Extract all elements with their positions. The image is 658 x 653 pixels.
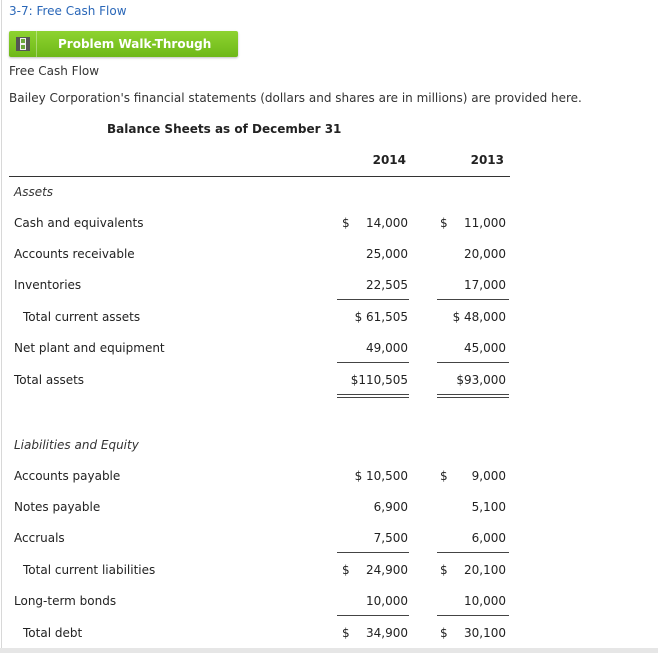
row-label: Accounts receivable xyxy=(14,247,135,261)
section-subtitle: Free Cash Flow xyxy=(9,64,100,78)
assets-section-heading: Assets xyxy=(14,185,54,199)
subtotal-rule xyxy=(337,299,409,300)
total-double-rule xyxy=(337,397,409,398)
subtotal-rule xyxy=(437,362,509,363)
column-header-2013: 2013 xyxy=(470,153,504,167)
balance-sheet-title: Balance Sheets as of December 31 xyxy=(107,122,342,136)
row-label: Net plant and equipment xyxy=(14,341,165,355)
subtotal-rule xyxy=(337,362,409,363)
row-label: Total current assets xyxy=(23,310,141,324)
subtotal-rule xyxy=(437,615,509,616)
bottom-shadow xyxy=(0,648,658,653)
table-row: Notes payable 6,900 5,100 xyxy=(14,500,506,514)
subtotal-rule xyxy=(337,552,409,553)
problem-walkthrough-button[interactable] xyxy=(9,31,238,57)
walkthrough-button-label: Problem Walk-Through xyxy=(58,37,212,51)
row-label: Long-term bonds xyxy=(14,594,117,608)
row-label: Total assets xyxy=(14,373,85,387)
total-double-rule xyxy=(437,397,509,398)
content-left-border xyxy=(1,0,2,653)
table-row: Net plant and equipment 49,000 45,000 xyxy=(14,341,506,355)
button-divider xyxy=(36,31,37,57)
table-row: Total current assets $ 61,505 $ 48,000 xyxy=(23,310,506,324)
row-label: Notes payable xyxy=(14,500,101,514)
row-label: Cash and equivalents xyxy=(14,216,144,230)
problem-title-link[interactable]: 3-7: Free Cash Flow xyxy=(9,4,127,18)
table-row: Total current liabilities $ 24,900 $ 20,100 xyxy=(23,563,506,577)
row-label: Accounts payable xyxy=(14,469,121,483)
table-row: Long-term bonds 10,000 10,000 xyxy=(14,594,506,608)
subtotal-rule xyxy=(437,552,509,553)
liabilities-section-heading: Liabilities and Equity xyxy=(14,438,139,452)
row-label: Total debt xyxy=(23,626,83,640)
table-row: Total assets $110,505 $93,000 xyxy=(14,373,506,387)
table-row: Accounts payable $ 10,500 $ 9,000 xyxy=(14,469,506,483)
problem-intro-text: Bailey Corporation's financial statements (dollars and shares are in millions) are provided here. xyxy=(9,91,582,105)
column-header-2014: 2014 xyxy=(372,153,406,167)
table-row: Accounts receivable 25,000 20,000 xyxy=(14,247,506,261)
row-label: Accruals xyxy=(14,531,65,545)
table-row: Accruals 7,500 6,000 xyxy=(14,531,506,545)
table-row: Inventories 22,505 17,000 xyxy=(14,278,506,292)
total-double-rule xyxy=(437,394,509,395)
film-icon xyxy=(16,37,30,51)
header-rule xyxy=(9,176,510,177)
subtotal-rule xyxy=(337,615,409,616)
subtotal-rule xyxy=(437,299,509,300)
total-double-rule xyxy=(337,394,409,395)
row-label: Total current liabilities xyxy=(23,563,156,577)
row-label: Inventories xyxy=(14,278,82,292)
table-row: Total debt $ 34,900 $ 30,100 xyxy=(23,626,506,640)
table-row: Cash and equivalents $ 14,000 $ 11,000 xyxy=(14,216,506,230)
